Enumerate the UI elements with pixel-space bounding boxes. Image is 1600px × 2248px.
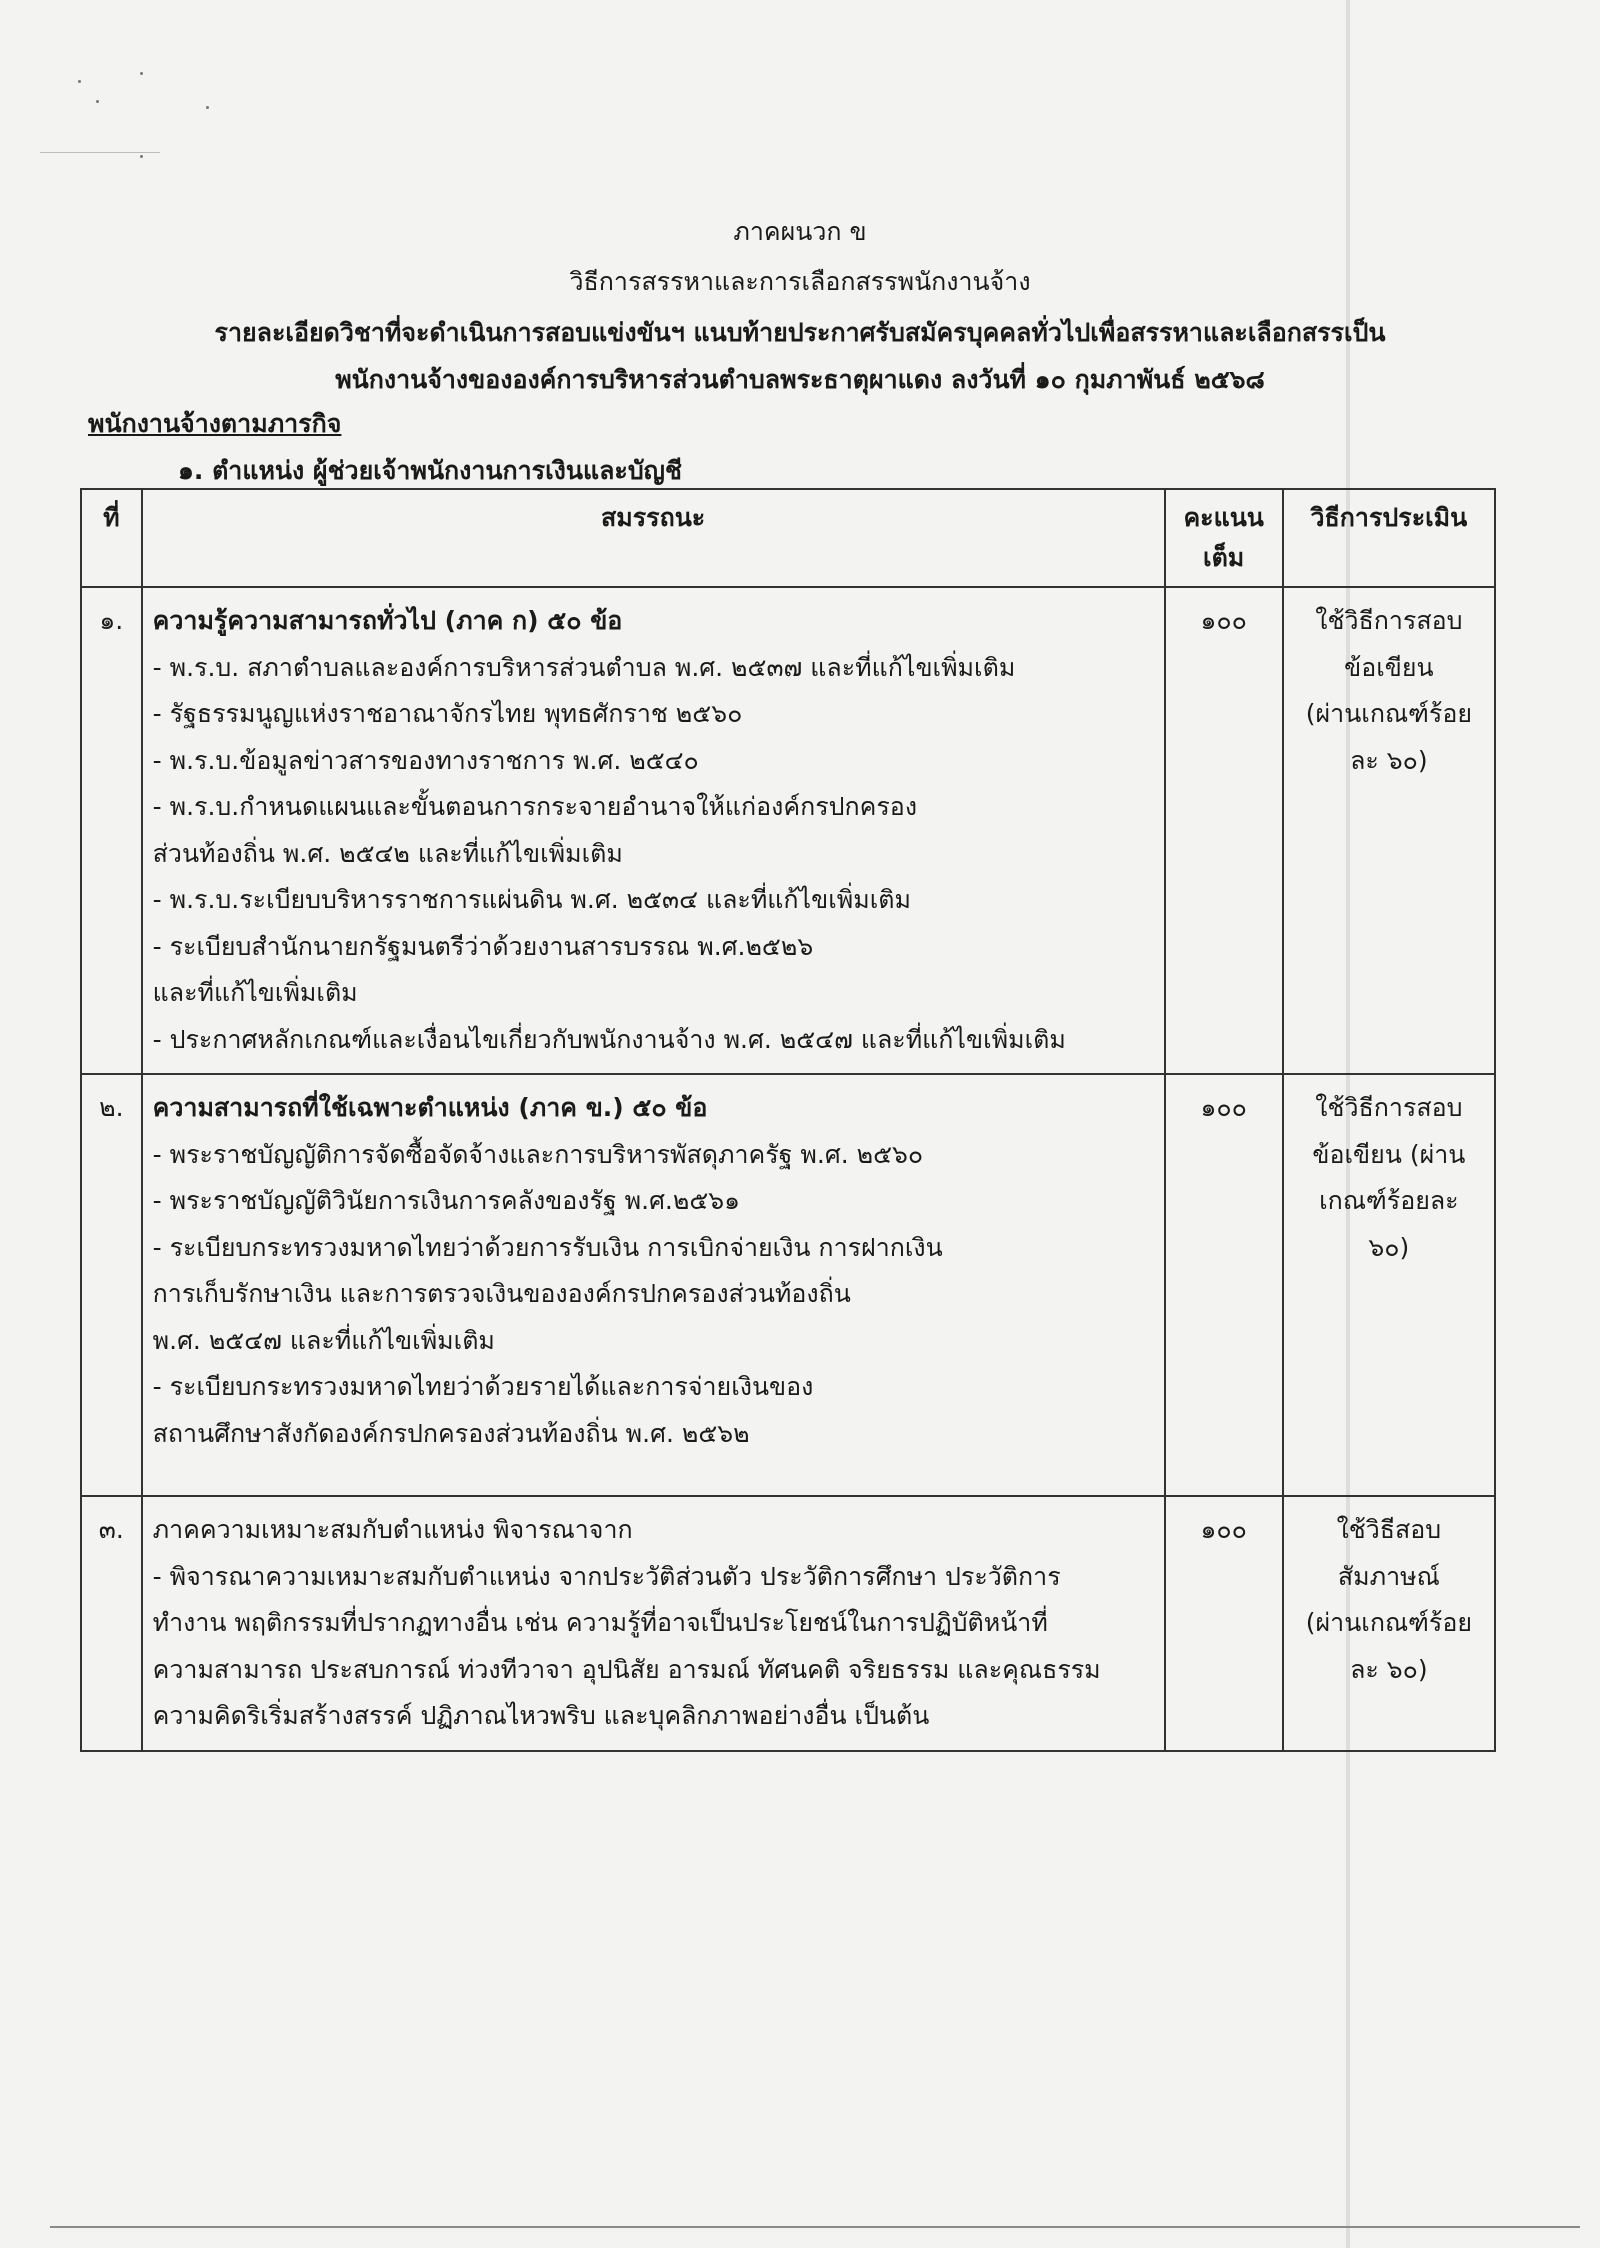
row-method	[1283, 587, 1495, 1074]
row-item: พ.ศ. ๒๕๔๗ และที่แก้ไขเพิ่มเติม	[152, 1325, 495, 1355]
row-method	[1283, 1496, 1495, 1751]
row-number: ๓.	[81, 1496, 142, 1751]
method-line: ๖๐)	[1368, 1232, 1410, 1262]
row-item: การเก็บรักษาเงิน และการตรวจเงินขององค์กรปกครองส่วนท้องถิ่น	[152, 1279, 851, 1308]
method-line: ข้อเขียน (ผ่าน	[1312, 1139, 1466, 1169]
method-line: ใช้วิธีการสอบ	[1315, 606, 1463, 635]
row-competency	[142, 587, 1165, 1074]
method-title: วิธีการสรรหาและการเลือกสรรพนักงานจ้าง	[569, 267, 1031, 296]
scan-speck	[206, 106, 209, 109]
row-score: ๑๐๐	[1165, 587, 1283, 1074]
row-item: สถานศึกษาสังกัดองค์กรปกครองส่วนท้องถิ่น พ.ศ. ๒๕๖๒	[152, 1418, 750, 1448]
competency-table	[80, 488, 1496, 1752]
row-item: - พระราชบัญญัติการจัดซื้อจัดจ้างและการบริหารพัสดุภาครัฐ พ.ศ. ๒๕๖๐	[152, 1139, 924, 1169]
row-score: ๑๐๐	[1165, 1074, 1283, 1496]
row-item: และที่แก้ไขเพิ่มเติม	[152, 978, 358, 1007]
method-line: ใช้วิธีสอบ	[1336, 1515, 1442, 1544]
method-line: สัมภาษณ์	[1337, 1561, 1440, 1591]
table-row	[81, 1074, 1495, 1496]
header-score-line-1: คะแนน	[1183, 503, 1264, 532]
table-row	[81, 1496, 1495, 1751]
position-heading: ๑. ตำแหน่ง ผู้ช่วยเจ้าพนักงานการเงินและบัญชี	[178, 456, 682, 485]
method-line: ข้อเขียน	[1344, 652, 1434, 682]
scan-speck	[78, 80, 81, 83]
scan-speck	[140, 72, 143, 75]
row-item: ความสามารถ ประสบการณ์ ท่วงทีวาจา อุปนิสัย อารมณ์ ทัศนคติ จริยธรรม และคุณธรรม	[152, 1654, 1101, 1684]
section-heading: พนักงานจ้างตามภารกิจ	[88, 409, 342, 438]
header-score	[1165, 489, 1283, 587]
row-item: - พ.ร.บ.ข้อมูลข่าวสารของทางราชการ พ.ศ. ๒๕๔๐	[152, 745, 699, 775]
row-item: - พ.ร.บ.กำหนดแผนและขั้นตอนการกระจายอำนาจให้แก่องค์กรปกครอง	[152, 792, 918, 821]
detail-line-1: รายละเอียดวิชาที่จะดำเนินการสอบแข่งขันฯ แนบท้ายประกาศรับสมัครบุคคลทั่วไปเพื่อสรรหาและเลือกสรรเป็น	[214, 318, 1386, 347]
appendix-heading: ภาคผนวก ข	[733, 217, 867, 246]
row-item: ส่วนท้องถิ่น พ.ศ. ๒๕๔๒ และที่แก้ไขเพิ่มเติม	[152, 838, 623, 868]
row-item: ทำงาน พฤติกรรมที่ปรากฏทางอื่น เช่น ความรู้ที่อาจเป็นประโยชน์ในการปฏิบัติหน้าที่	[152, 1608, 1048, 1637]
method-line: (ผ่านเกณฑ์ร้อย	[1305, 1608, 1472, 1637]
header-competency: สมรรถนะ	[142, 489, 1165, 587]
row-item: - ระเบียบกระทรวงมหาดไทยว่าด้วยรายได้และการจ่ายเงินของ	[152, 1372, 814, 1401]
scan-speck	[96, 100, 99, 103]
row-item: - รัฐธรรมนูญแห่งราชอาณาจักรไทย พุทธศักราช ๒๕๖๐	[152, 699, 743, 728]
scan-mark	[40, 152, 160, 153]
method-line: ละ ๖๐)	[1350, 1654, 1428, 1684]
row-item: - พ.ร.บ. สภาตำบลและองค์การบริหารส่วนตำบล พ.ศ. ๒๕๓๗ และที่แก้ไขเพิ่มเติม	[152, 652, 1016, 682]
row-item: ความคิดริเริ่มสร้างสรรค์ ปฏิภาณไหวพริบ และบุคลิกภาพอย่างอื่น เป็นต้น	[152, 1701, 930, 1730]
method-line: ใช้วิธีการสอบ	[1315, 1093, 1463, 1122]
row-competency	[142, 1496, 1165, 1751]
row-title: ความสามารถที่ใช้เฉพาะตำแหน่ง (ภาค ข.) ๕๐ ข้อ	[152, 1093, 708, 1122]
row-competency	[142, 1074, 1165, 1496]
header-method: วิธีการประเมิน	[1283, 489, 1495, 587]
scan-speck	[140, 155, 143, 158]
bottom-rule	[50, 2226, 1580, 2228]
row-item: - ระเบียบกระทรวงมหาดไทยว่าด้วยการรับเงิน การเบิกจ่ายเงิน การฝากเงิน	[152, 1232, 943, 1262]
row-number: ๒.	[81, 1074, 142, 1496]
method-line: (ผ่านเกณฑ์ร้อย	[1305, 699, 1472, 728]
row-number: ๑.	[81, 587, 142, 1074]
row-item: - พิจารณาความเหมาะสมกับตำแหน่ง จากประวัติส่วนตัว ประวัติการศึกษา ประวัติการ	[152, 1561, 1061, 1591]
header-score-line-2: เต็ม	[1203, 543, 1245, 572]
header-no: ที่	[81, 489, 142, 587]
row-score: ๑๐๐	[1165, 1496, 1283, 1751]
table-row	[81, 587, 1495, 1074]
row-title: ภาคความเหมาะสมกับตำแหน่ง พิจารณาจาก	[152, 1515, 633, 1544]
detail-line-2: พนักงานจ้างขององค์การบริหารส่วนตำบลพระธาตุผาแดง ลงวันที่ ๑๐ กุมภาพันธ์ ๒๕๖๘	[335, 365, 1265, 394]
row-item: - พระราชบัญญัติวินัยการเงินการคลังของรัฐ พ.ศ.๒๕๖๑	[152, 1186, 741, 1215]
method-line: เกณฑ์ร้อยละ	[1319, 1186, 1459, 1215]
row-item: - ระเบียบสำนักนายกรัฐมนตรีว่าด้วยงานสารบรรณ พ.ศ.๒๕๒๖	[152, 931, 814, 961]
table-header-row	[81, 489, 1495, 587]
row-item: - พ.ร.บ.ระเบียบบริหารราชการแผ่นดิน พ.ศ. ๒๕๓๔ และที่แก้ไขเพิ่มเติม	[152, 885, 911, 914]
row-method	[1283, 1074, 1495, 1496]
row-item: - ประกาศหลักเกณฑ์และเงื่อนไขเกี่ยวกับพนักงานจ้าง พ.ศ. ๒๕๔๗ และที่แก้ไขเพิ่มเติม	[152, 1024, 1066, 1054]
row-title: ความรู้ความสามารถทั่วไป (ภาค ก) ๕๐ ข้อ	[152, 606, 623, 635]
method-line: ละ ๖๐)	[1350, 745, 1428, 775]
